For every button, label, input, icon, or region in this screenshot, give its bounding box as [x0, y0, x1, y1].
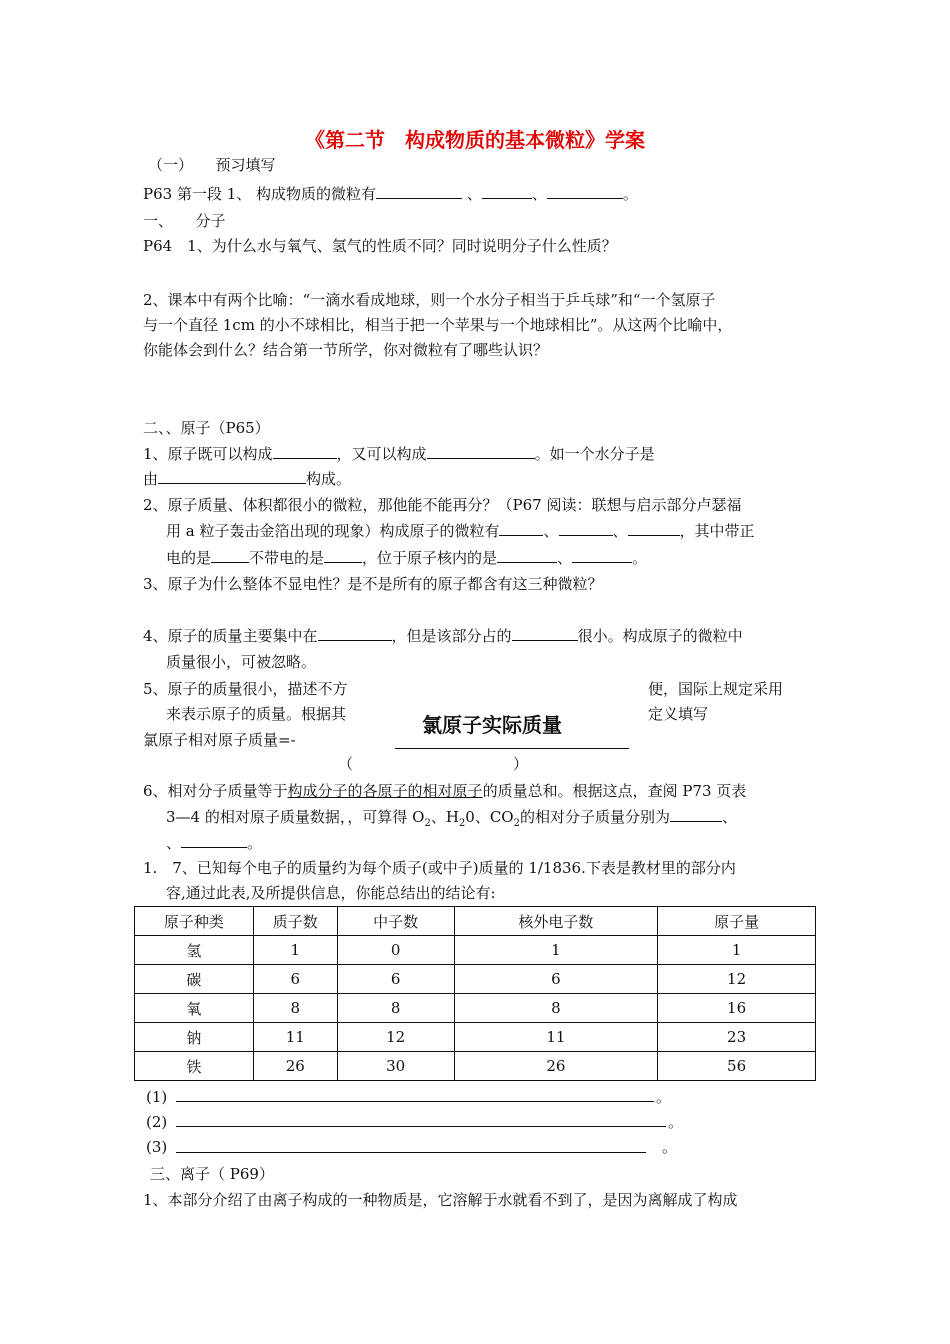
q2-line: 2、课本中有两个比喻：“一滴水看成地球，则一个水分子相当于乒乓球”和“一个氢原子: [143, 291, 716, 309]
table-cell: 8: [454, 994, 658, 1023]
table-cell: 12: [658, 965, 816, 994]
conclusion-line[interactable]: [176, 1126, 666, 1127]
fraction-bar: [395, 748, 629, 749]
table-cell: 氢: [135, 936, 254, 965]
blank[interactable]: [158, 469, 306, 484]
a4-line: 4、原子的质量主要集中在 ，但是该部分占的 很小。构成原子的微粒中: [143, 627, 743, 645]
table-cell: 16: [658, 994, 816, 1023]
table-cell: 铁: [135, 1052, 254, 1081]
a4-line: 质量很小，可被忽略。: [166, 653, 317, 671]
a5-line: 5、原子的质量很小，描述不方: [143, 680, 348, 698]
conclusion-end: 。: [668, 1113, 684, 1131]
blank[interactable]: [670, 807, 722, 822]
section-atom: 二、、原子（P65）: [143, 419, 270, 437]
conclusion-line[interactable]: [176, 1152, 646, 1153]
table-cell: 碳: [135, 965, 254, 994]
table-header: 核外电子数: [454, 907, 658, 936]
a5-line: 定义填写: [648, 705, 709, 723]
blank[interactable]: [547, 184, 623, 199]
a6-line: 、 。: [166, 834, 263, 852]
atom-table: [134, 906, 816, 1081]
fraction-denominator-right: ）: [513, 755, 529, 773]
a2-line: 2、原子质量、体积都很小的微粒，那他能不能再分？（P67 阅读：联想与启示部分卢瑟福: [143, 496, 742, 514]
conclusion-number: (3): [146, 1138, 168, 1156]
conclusion-end: 。: [662, 1138, 678, 1156]
conclusion-number: (2): [146, 1113, 168, 1131]
table-row: [135, 1052, 816, 1081]
table-cell: 12: [337, 1023, 454, 1052]
blank[interactable]: [482, 184, 532, 199]
blank[interactable]: [628, 521, 680, 536]
fraction-denominator-left: （: [338, 755, 354, 773]
ion-line: 1、本部分介绍了由离子构成的一种物质是，它溶解于水就看不到了，是因为离解成了构成: [143, 1191, 738, 1209]
blank[interactable]: [427, 444, 535, 459]
table-cell: 6: [454, 965, 658, 994]
table-cell: 11: [454, 1023, 658, 1052]
a5-line: 便，国际上规定采用: [648, 680, 784, 698]
table-header: 原子量: [658, 907, 816, 936]
table-cell: 30: [337, 1052, 454, 1081]
q2-line: 与一个直径 1cm 的小不球相比，相当于把一个苹果与一个地球相比”。从这两个比喻中，: [143, 316, 733, 334]
table-cell: 1: [658, 936, 816, 965]
a2-line: 用 a 粒子轰击金箔出现的现象）构成原子的微粒有 、 、 ，其中带正: [166, 522, 755, 540]
table-cell: 1: [253, 936, 337, 965]
blank[interactable]: [559, 521, 613, 536]
a1-line: 1、原子既可以构成 ，又可以构成 。如一个水分子是: [143, 445, 655, 463]
a6-line: 6、相对分子质量等于构成分子的各原子的相对原子的质量总和。根据这点，查阅 P73 页表: [143, 782, 747, 800]
table-cell: 26: [454, 1052, 658, 1081]
table-cell: 1: [454, 936, 658, 965]
a2-line: 电的是 不带电的是 ，位于原子核内的是 、 。: [166, 549, 648, 567]
q-p63: P63 第一段 1、 构成物质的微粒有 、 、 。: [143, 185, 638, 203]
a6-line: 3—4 的相对原子质量数据，，可算得 $O_2$、$H_20$、$CO_2$的相对分子质量分别为 、: [166, 808, 738, 829]
table-cell: 8: [253, 994, 337, 1023]
blank[interactable]: [512, 626, 578, 641]
table-cell: 氧: [135, 994, 254, 1023]
table-cell: 0: [337, 936, 454, 965]
table-cell: 11: [253, 1023, 337, 1052]
conclusion-number: (1): [146, 1088, 168, 1106]
blank[interactable]: [497, 548, 557, 563]
a5-line: 来表示原子的质量。根据其: [166, 705, 347, 723]
q-p64: P64 1、为什么水与氧气、氢气的性质不同？同时说明分子什么性质？: [143, 237, 617, 255]
section-ion: 三、离子（ P69）: [150, 1165, 274, 1183]
blank[interactable]: [376, 184, 462, 199]
table-row: [135, 936, 816, 965]
blank[interactable]: [181, 833, 247, 848]
blank[interactable]: [318, 626, 392, 641]
table-header: 质子数: [253, 907, 337, 936]
table-cell: 26: [253, 1052, 337, 1081]
table-header: 中子数: [337, 907, 454, 936]
table-header: 原子种类: [135, 907, 254, 936]
blank[interactable]: [324, 548, 362, 563]
blank[interactable]: [273, 444, 337, 459]
page-title: 《第二节 构成物质的基本微粒》学案: [305, 128, 645, 152]
table-cell: 56: [658, 1052, 816, 1081]
table-cell: 8: [337, 994, 454, 1023]
table-cell: 6: [253, 965, 337, 994]
table-cell: 6: [337, 965, 454, 994]
blank[interactable]: [572, 548, 632, 563]
conclusion-line[interactable]: [176, 1101, 654, 1102]
table-row: [135, 965, 816, 994]
fraction-numerator: 氯原子实际质量: [422, 713, 562, 737]
section-molecule: 一、 分子: [143, 212, 226, 230]
preview-heading: （一） 预习填写: [148, 156, 276, 174]
table-row: [135, 1023, 816, 1052]
conclusion-end: 。: [656, 1088, 672, 1106]
a3-line: 3、原子为什么整体不显电性？是不是所有的原子都含有这三种微粒？: [143, 575, 603, 593]
q2-line: 你能体会到什么？结合第一节所学，你对微粒有了哪些认识？: [143, 341, 549, 359]
table-cell: 23: [658, 1023, 816, 1052]
table-header-row: [135, 907, 816, 936]
table-row: [135, 994, 816, 1023]
table-cell: 钠: [135, 1023, 254, 1052]
a5-formula: 氯原子相对原子质量=-: [143, 731, 296, 749]
a7-line: 容,通过此表,及所提供信息，你能总结出的结论有:: [166, 884, 496, 902]
blank[interactable]: [211, 548, 249, 563]
blank[interactable]: [499, 521, 543, 536]
a7-line: 1. 7、已知每个电子的质量约为每个质子(或中子)质量的 1/1836.下表是教材里的部分内: [143, 859, 736, 877]
a1-line: 由 构成。: [143, 470, 352, 488]
